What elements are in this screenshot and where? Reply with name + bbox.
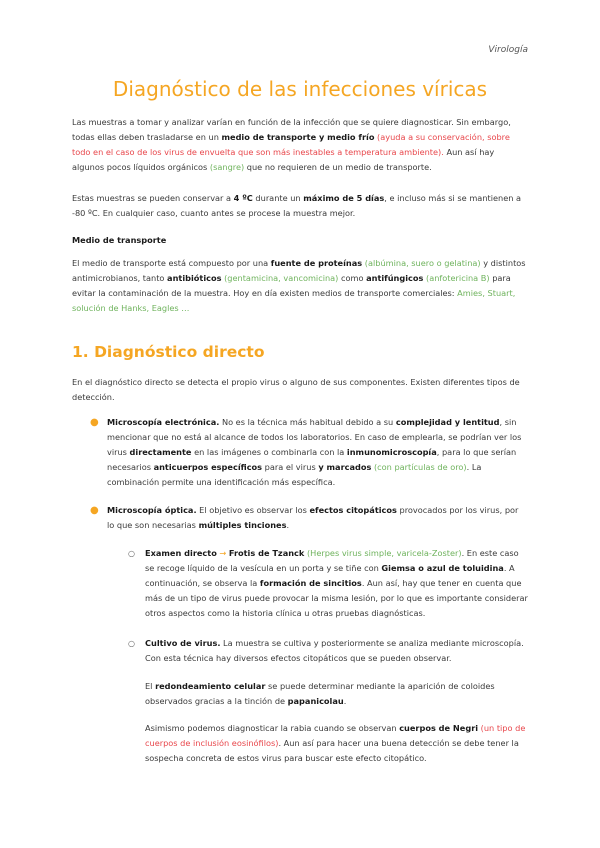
direct-intro-paragraph: En el diagnóstico directo se detecta el propio virus o alguno de sus componentes. Existen diferentes tipos de detección.: [72, 377, 520, 402]
header-subject: Virología: [488, 45, 528, 55]
page-title: Diagnóstico de las infecciones víricas: [112, 77, 488, 101]
sub-item-cultivo-virus: Cultivo de virus. La muestra se cultiva y posteriormente se analiza mediante microscopía. Con esta técnica hay diversos efectos citopáticos que se pueden observar.: [145, 638, 524, 663]
bullet-microscopia-optica: Microscopía óptica. El objetivo es observar los efectos citopáticos provocados por los virus, por lo que son necesarias múltiples tinciones.: [107, 505, 519, 530]
redondeamiento-paragraph: El redondeamiento celular se puede determinar mediante la aparición de coloides observados gracias a la tinción de papanicolau.: [145, 681, 495, 706]
transport-paragraph: El medio de transporte está compuesto por una fuente de proteínas (albúmina, suero o gelatina) y distintos antimicrobianos, tanto antibióticos (gentamicina, vancomicina) como antifúngicos (anfotericina B) para evitar la contaminación de la muestra. Hoy en día existen medios de transporte comerciales: Amies, Stuart, solución de Hanks, Eagles …: [72, 258, 526, 313]
section-heading-diagnostico-directo: 1. Diagnóstico directo: [72, 343, 265, 361]
bullet-microscopia-electronica: Microscopía electrónica. No es la técnica más habitual debido a su complejidad y lentitud, sin mencionar que no está al alcance de todos los laboratorios. En caso de emplearla, se podrían ver los virus directamente en las imágenes o combinarla con la inmunomicroscopía, para lo que serían necesarios anticuerpos específicos para el virus y marcados (con partículas de oro). La combinación permite una identificación más específica.: [107, 417, 522, 487]
intro-paragraph: Las muestras a tomar y analizar varían en función de la infección que se quiere diagnosticar. Sin embargo, todas ellas deben trasladarse en un medio de transporte y medio frío (ayuda a su conservación, sobre todo en el caso de los virus de envuelta que son más inestables a temperatura ambiente). Aun así hay algunos pocos líquidos orgánicos (sangre) que no requieren de un medio de transporte.: [72, 117, 511, 172]
storage-paragraph: Estas muestras se pueden conservar a 4 ºC durante un máximo de 5 días, e incluso más si se mantienen a -80 ºC. En cualquier caso, cuanto antes se procese la muestra mejor.: [72, 193, 522, 218]
bullet-dot-icon: ●: [90, 505, 99, 516]
transport-heading: Medio de transporte: [72, 235, 167, 245]
bullet-dot-icon: ●: [90, 417, 99, 428]
rabia-paragraph: Asimismo podemos diagnosticar la rabia cuando se observan cuerpos de Negri (un tipo de cuerpos de inclusión eosinófilos). Aun así para hacer una buena detección se debe tener la sospecha concreta de estos virus para buscar este efecto citopático.: [145, 723, 526, 763]
circle-bullet-icon: ○: [128, 639, 135, 648]
sub-item-examen-directo: Examen directo → Frotis de Tzanck (Herpes virus simple, varicela-Zoster). En este caso se recoge líquido de la vesícula en un porta y se tiñe con Giemsa o azul de toluidina. A continuación, se observa la formación de sincitios. Aun así, hay que tener en cuenta que más de un tipo de virus puede provocar la misma lesión, por lo que es importante considerar otros aspectos como la historia clínica u otras pruebas diagnósticas.: [145, 548, 528, 618]
circle-bullet-icon: ○: [128, 549, 135, 558]
